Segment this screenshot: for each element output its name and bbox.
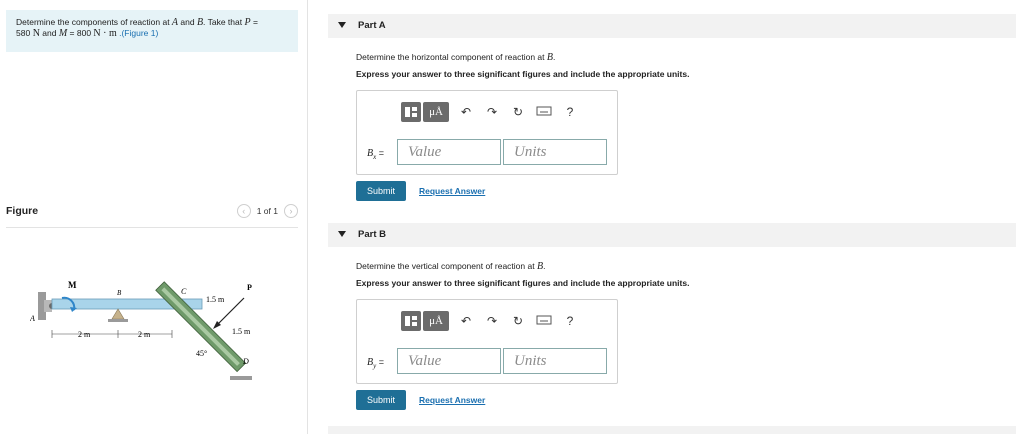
figure-title: Figure: [6, 205, 39, 217]
figure-pager: [237, 204, 298, 218]
request-answer-link[interactable]: Request Answer: [419, 186, 486, 196]
part-b-answer-box: [356, 299, 618, 384]
figure-link[interactable]: .(Figure 1): [116, 28, 159, 38]
figure-diagram: [30, 272, 270, 392]
var-b: B: [196, 17, 204, 28]
label-dim-3: 2 m: [78, 330, 91, 339]
problem-statement: [6, 10, 298, 52]
units-symbol-button[interactable]: μÅ: [423, 311, 449, 331]
question-text: .: [543, 261, 546, 271]
question-var: B: [546, 52, 553, 63]
part-a-header[interactable]: [328, 14, 1016, 38]
problem-text: and: [178, 17, 197, 27]
value-input[interactable]: [397, 348, 501, 374]
label-angle: 45°: [196, 349, 208, 358]
part-a-var-label: [367, 148, 384, 161]
problem-text: =: [250, 17, 258, 27]
keyboard-icon[interactable]: [533, 311, 555, 331]
var-sub: y: [373, 361, 377, 370]
label-a: A: [30, 314, 35, 323]
submit-button[interactable]: Submit: [356, 390, 406, 410]
redo-icon[interactable]: ↷: [486, 105, 498, 119]
question-text: Determine the vertical component of reaction at: [356, 261, 537, 271]
units-input[interactable]: [503, 348, 607, 374]
problem-text: and: [39, 28, 59, 38]
problem-text: . Take that: [203, 17, 245, 27]
label-p: P: [247, 283, 252, 292]
submit-button[interactable]: Submit: [356, 181, 406, 201]
caret-down-icon[interactable]: [338, 22, 346, 28]
part-a-toolbar: [401, 102, 581, 122]
units-symbol-button[interactable]: μÅ: [423, 102, 449, 122]
var-eq: =: [376, 148, 384, 158]
var-eq: =: [376, 357, 384, 367]
var-a: A: [171, 17, 179, 28]
reset-icon[interactable]: ↻: [512, 105, 524, 119]
part-b-toolbar: [401, 311, 581, 331]
ground-b: [108, 319, 128, 322]
var-m: M: [58, 28, 68, 39]
part-b-question: [356, 261, 545, 272]
part-b-instruction: Express your answer to three significant figures and include the appropriate units.: [356, 278, 690, 288]
label-dim-4: 2 m: [138, 330, 151, 339]
redo-icon[interactable]: ↷: [486, 314, 498, 328]
part-b: [328, 223, 1016, 423]
template-icon[interactable]: [401, 311, 421, 331]
part-a-instruction: Express your answer to three significant figures and include the appropriate units.: [356, 69, 690, 79]
beam-diagram: [30, 272, 270, 392]
question-var: B: [536, 261, 544, 272]
label-d: D: [243, 357, 249, 366]
pager-text: 1 of 1: [256, 206, 278, 216]
label-b: B: [117, 289, 122, 297]
part-a: [328, 14, 1016, 214]
part-a-title: Part A: [358, 20, 386, 31]
var-p: P: [244, 17, 251, 28]
reset-icon[interactable]: ↻: [512, 314, 524, 328]
keyboard-icon[interactable]: [533, 102, 555, 122]
part-b-title: Part B: [358, 229, 386, 240]
support-d: [230, 376, 252, 380]
part-b-var-label: [367, 357, 384, 370]
chevron-left-icon[interactable]: ‹: [237, 204, 251, 218]
m-value: = 800: [67, 28, 94, 38]
units-input[interactable]: [503, 139, 607, 165]
question-text: Determine the horizontal component of reaction at: [356, 52, 547, 62]
var-sub: x: [373, 152, 377, 161]
request-answer-link[interactable]: Request Answer: [419, 395, 486, 405]
unit-n: N: [30, 28, 40, 39]
label-dim-1: 1.5 m: [206, 295, 225, 304]
question-text: .: [553, 52, 556, 62]
help-icon[interactable]: ?: [566, 314, 574, 328]
label-m: M: [68, 280, 77, 290]
part-a-answer-box: [356, 90, 618, 175]
left-panel: [0, 0, 308, 434]
caret-down-icon[interactable]: [338, 231, 346, 237]
undo-icon[interactable]: ↶: [460, 105, 472, 119]
value-input[interactable]: [397, 139, 501, 165]
chevron-right-icon[interactable]: ›: [284, 204, 298, 218]
label-dim-2: 1.5 m: [232, 327, 251, 336]
label-c: C: [181, 287, 187, 296]
roller-b: [112, 309, 124, 319]
help-icon[interactable]: ?: [566, 105, 574, 119]
var-symbol: B: [367, 357, 374, 368]
unit-nm: N · m: [93, 28, 117, 39]
figure-header: [6, 200, 298, 228]
var-symbol: B: [367, 148, 374, 159]
template-icon[interactable]: [401, 102, 421, 122]
problem-text: Determine the components of reaction at: [16, 17, 172, 27]
p-value: 580: [16, 28, 31, 38]
part-b-header[interactable]: [328, 223, 1016, 247]
next-part-bar: [328, 426, 1016, 434]
part-a-question: [356, 52, 555, 63]
undo-icon[interactable]: ↶: [460, 314, 472, 328]
